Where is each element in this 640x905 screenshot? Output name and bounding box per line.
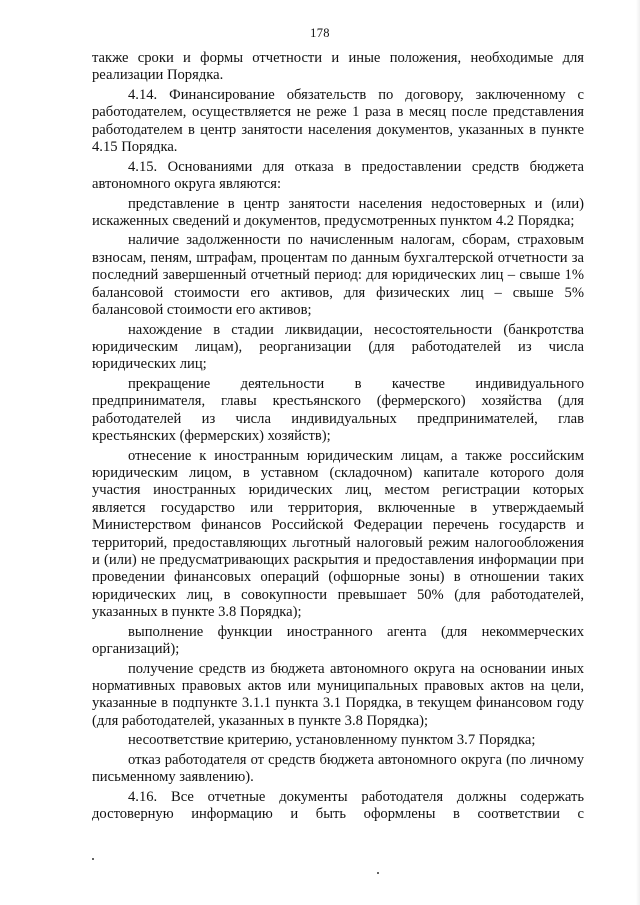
paragraph-4-15: 4.15. Основаниями для отказа в предоставлении средств бюджета автономного округа являются: bbox=[92, 158, 584, 193]
paragraph-4-16: 4.16. Все отчетные документы работодателя должны содержать достоверную информацию и быть оформлены в соответствии с bbox=[92, 788, 584, 823]
list-item-tax-debt: наличие задолженности по начисленным налогам, сборам, страховым взносам, пеням, штрафам, процентам по данным бухгалтерской отчетности за последний завершенный отчетный период: для юридических лиц – свыше 1% балансовой стоимости его активов, для физических лиц – свыше 5% балансовой стоимости его активов; bbox=[92, 232, 584, 319]
list-item-foreign-entities: отнесение к иностранным юридическим лицам, а также российским юридическим лицом, в уставном (складочном) капитале которого доля участия иностранных юридических лиц, местом регистрации которых является государство или территория, включенные в утверждаемый Министерством финансов Российской Федерации перечень государств и территорий, предоставляющих льготный налоговый режим налогообложения и (или) не предусматривающих раскрытия и предоставления информации при проведении финансовых операций (офшорные зоны) в отношении таких юридических лиц, в совокупности превышает 50% (для работодателей, указанных в пункте 3.8 Порядка); bbox=[92, 447, 584, 621]
list-item-criteria-mismatch: несоответствие критерию, установленному пунктом 3.7 Порядка; bbox=[128, 732, 536, 749]
paragraph-continuation: также сроки и формы отчетности и иные положения, необходимые для реализации Порядка. bbox=[92, 50, 584, 84]
list-item-termination: прекращение деятельности в качестве индивидуального предпринимателя, главы крестьянского (фермерского) хозяйства (для работодателей из числа индивидуальных предпринимателей, глав крестьянских (фермерских) хозяйств); bbox=[92, 375, 584, 445]
document-body bbox=[92, 50, 584, 826]
list-item-other-budget-funds: получение средств из бюджета автономного округа на основании иных нормативных правовых актов или муниципальных правовых актов на цели, указанные в подпункте 3.1.1 пункта 3.1 Порядка, в текущем финансовом году (для работодателей, указанных в пункте 3.8 Порядка); bbox=[92, 660, 584, 729]
scan-speck bbox=[92, 858, 94, 860]
list-item-foreign-agent: выполнение функции иностранного агента (для некоммерческих организаций); bbox=[92, 623, 584, 658]
list-item-liquidation: нахождение в стадии ликвидации, несостоятельности (банкротства юридическим лицам), реорганизации (для работодателей из числа юридических лиц; bbox=[92, 321, 584, 373]
scan-speck bbox=[377, 872, 379, 874]
list-item-employer-refusal: отказ работодателя от средств бюджета автономного округа (по личному письменному заявлению). bbox=[92, 751, 584, 786]
scan-edge-shade bbox=[636, 0, 640, 905]
page-number: 178 bbox=[310, 26, 330, 40]
paragraph-4-14: 4.14. Финансирование обязательств по договору, заключенному с работодателем, осуществляется не реже 1 раза в месяц после представления работодателем в центр занятости населения документов, указанных в пункте 4.15 Порядка. bbox=[92, 86, 584, 156]
list-item-false-info: представление в центр занятости населения недостоверных и (или) искаженных сведений и документов, предусмотренных пунктом 4.2 Порядка; bbox=[92, 195, 584, 229]
